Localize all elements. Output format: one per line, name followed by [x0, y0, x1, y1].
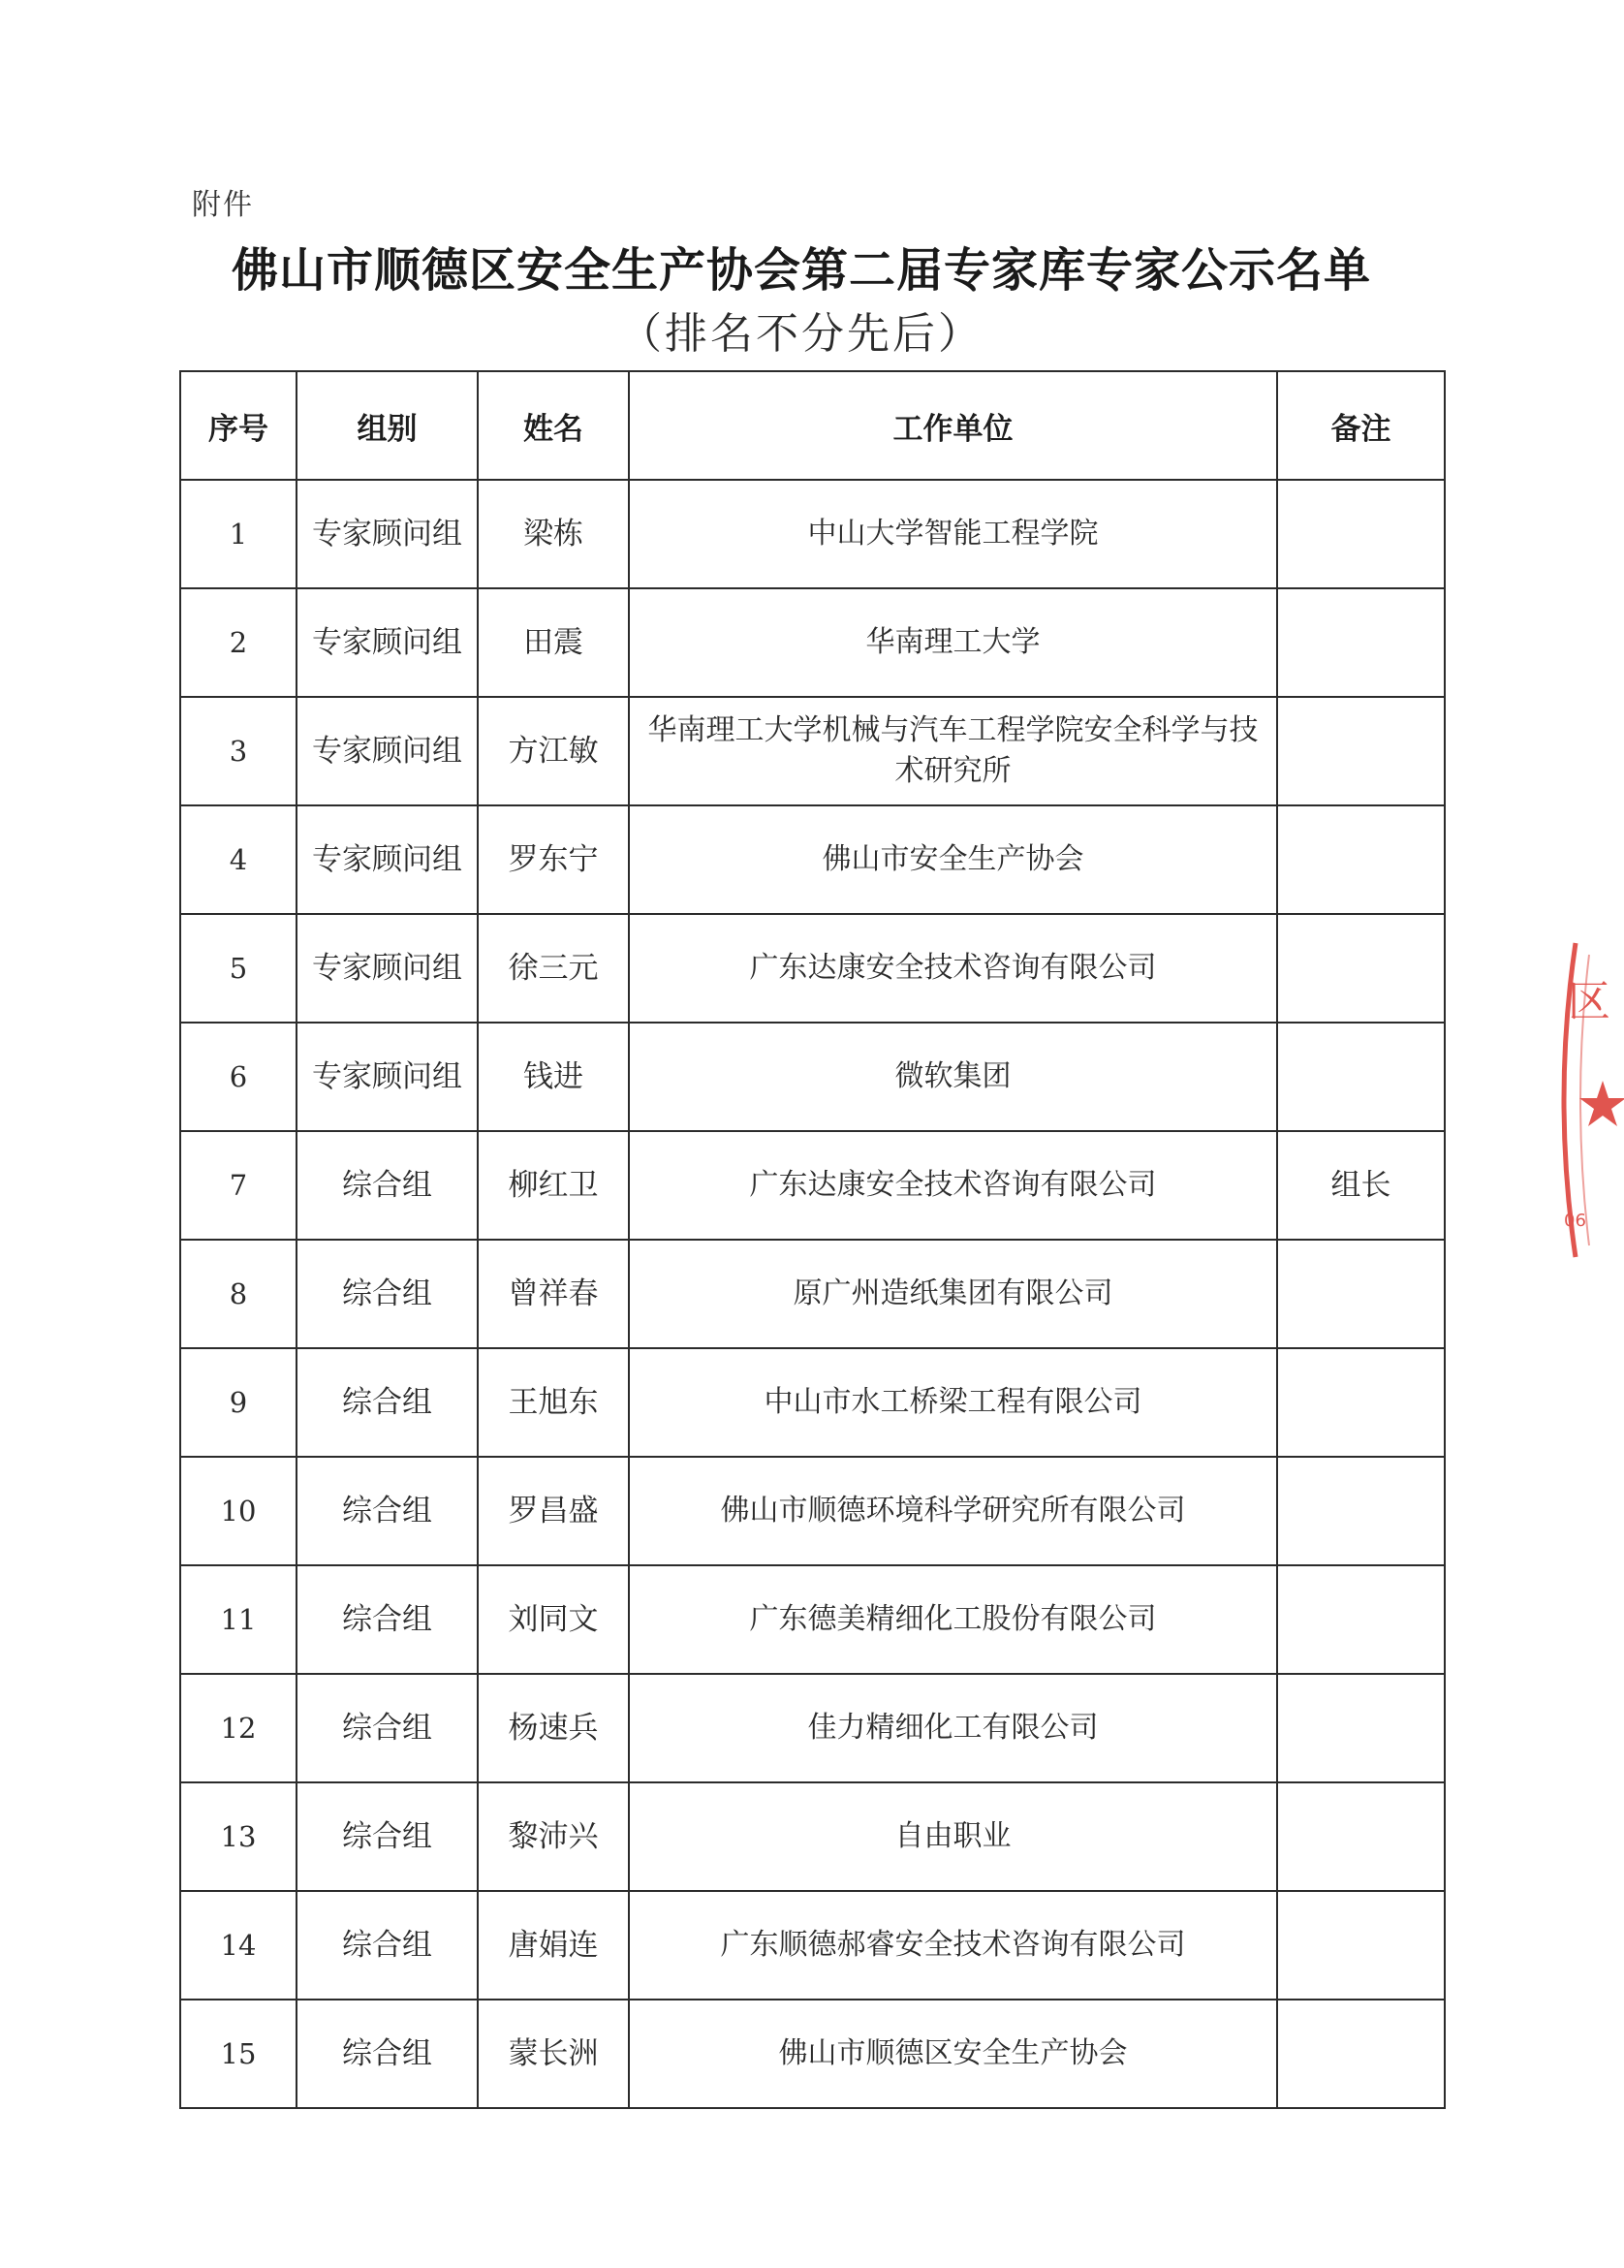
column-header-note: 备注 [1277, 371, 1445, 480]
cell-note [1277, 914, 1445, 1023]
document-subtitle: （排名不分先后） [619, 309, 984, 359]
cell-name: 方江敏 [478, 697, 629, 805]
stamp-digits: 06 [1564, 1211, 1586, 1231]
cell-unit: 自由职业 [629, 1782, 1277, 1891]
cell-unit: 广东达康安全技术咨询有限公司 [629, 914, 1277, 1023]
cell-note [1277, 1782, 1445, 1891]
table-row [180, 1891, 1445, 2000]
cell-unit: 广东顺德郝睿安全技术咨询有限公司 [629, 1891, 1277, 2000]
expert-list-table [179, 370, 1446, 2109]
table-body [180, 480, 1445, 2108]
cell-name: 罗东宁 [478, 805, 629, 914]
cell-unit: 微软集团 [629, 1023, 1277, 1131]
column-header-group: 组别 [297, 371, 478, 480]
cell-index: 8 [180, 1240, 297, 1348]
cell-name: 杨速兵 [478, 1674, 629, 1782]
cell-note [1277, 1348, 1445, 1457]
cell-name: 徐三元 [478, 914, 629, 1023]
cell-name: 柳红卫 [478, 1131, 629, 1240]
cell-unit: 佛山市顺德区安全生产协会 [629, 2000, 1277, 2108]
cell-group: 专家顾问组 [297, 1023, 478, 1131]
cell-note [1277, 480, 1445, 588]
cell-group: 专家顾问组 [297, 588, 478, 697]
cell-group: 专家顾问组 [297, 480, 478, 588]
cell-unit: 中山市水工桥梁工程有限公司 [629, 1348, 1277, 1457]
cell-unit: 佳力精细化工有限公司 [629, 1674, 1277, 1782]
table-row [180, 1457, 1445, 1565]
cell-group: 综合组 [297, 1240, 478, 1348]
cell-group: 综合组 [297, 1348, 478, 1457]
cell-index: 3 [180, 697, 297, 805]
cell-index: 15 [180, 2000, 297, 2108]
cell-note [1277, 1457, 1445, 1565]
cell-note [1277, 1565, 1445, 1674]
column-header-name: 姓名 [478, 371, 629, 480]
cell-name: 黎沛兴 [478, 1782, 629, 1891]
column-header-unit: 工作单位 [629, 371, 1277, 480]
cell-name: 唐娟连 [478, 1891, 629, 2000]
cell-unit: 广东达康安全技术咨询有限公司 [629, 1131, 1277, 1240]
cell-group: 专家顾问组 [297, 805, 478, 914]
cell-unit: 华南理工大学机械与汽车工程学院安全科学与技术研究所 [629, 697, 1277, 805]
cell-unit: 中山大学智能工程学院 [629, 480, 1277, 588]
table-row [180, 2000, 1445, 2108]
cell-index: 9 [180, 1348, 297, 1457]
cell-group: 综合组 [297, 1674, 478, 1782]
table-row [180, 1348, 1445, 1457]
cell-note [1277, 1023, 1445, 1131]
cell-index: 2 [180, 588, 297, 697]
document-title: 佛山市顺德区安全生产协会第二届专家库专家公示名单 [231, 243, 1371, 298]
table-row [180, 1131, 1445, 1240]
cell-unit: 原广州造纸集团有限公司 [629, 1240, 1277, 1348]
cell-unit: 广东德美精细化工股份有限公司 [629, 1565, 1277, 1674]
cell-name: 罗昌盛 [478, 1457, 629, 1565]
cell-name: 刘同文 [478, 1565, 629, 1674]
cell-name: 田震 [478, 588, 629, 697]
cell-unit: 华南理工大学 [629, 588, 1277, 697]
cell-index: 7 [180, 1131, 297, 1240]
cell-unit: 佛山市顺德环境科学研究所有限公司 [629, 1457, 1277, 1565]
cell-note [1277, 2000, 1445, 2108]
cell-note [1277, 697, 1445, 805]
table-row [180, 480, 1445, 588]
cell-index: 13 [180, 1782, 297, 1891]
cell-note [1277, 1240, 1445, 1348]
table-header-row [180, 371, 1445, 480]
cell-index: 4 [180, 805, 297, 914]
official-seal-stamp [1546, 935, 1624, 1265]
cell-index: 12 [180, 1674, 297, 1782]
cell-group: 专家顾问组 [297, 697, 478, 805]
cell-index: 14 [180, 1891, 297, 2000]
table-row [180, 1023, 1445, 1131]
cell-group: 专家顾问组 [297, 914, 478, 1023]
attachment-label: 附件 [192, 188, 254, 222]
cell-index: 10 [180, 1457, 297, 1565]
table-row [180, 1565, 1445, 1674]
cell-name: 王旭东 [478, 1348, 629, 1457]
cell-index: 5 [180, 914, 297, 1023]
cell-note [1277, 1891, 1445, 2000]
cell-note [1277, 588, 1445, 697]
cell-group: 综合组 [297, 1457, 478, 1565]
cell-index: 11 [180, 1565, 297, 1674]
cell-name: 梁栋 [478, 480, 629, 588]
table-row [180, 588, 1445, 697]
cell-note: 组长 [1277, 1131, 1445, 1240]
cell-index: 6 [180, 1023, 297, 1131]
cell-name: 蒙长洲 [478, 2000, 629, 2108]
table-row [180, 1782, 1445, 1891]
cell-group: 综合组 [297, 1891, 478, 2000]
table-row [180, 697, 1445, 805]
table-row [180, 805, 1445, 914]
stamp-character: 区 [1568, 977, 1610, 1026]
cell-index: 1 [180, 480, 297, 588]
column-header-index: 序号 [180, 371, 297, 480]
cell-group: 综合组 [297, 1131, 478, 1240]
cell-note [1277, 805, 1445, 914]
cell-name: 钱进 [478, 1023, 629, 1131]
cell-name: 曾祥春 [478, 1240, 629, 1348]
cell-group: 综合组 [297, 2000, 478, 2108]
cell-group: 综合组 [297, 1565, 478, 1674]
table-row [180, 1674, 1445, 1782]
table-row [180, 1240, 1445, 1348]
table-row [180, 914, 1445, 1023]
cell-note [1277, 1674, 1445, 1782]
cell-group: 综合组 [297, 1782, 478, 1891]
cell-unit: 佛山市安全生产协会 [629, 805, 1277, 914]
